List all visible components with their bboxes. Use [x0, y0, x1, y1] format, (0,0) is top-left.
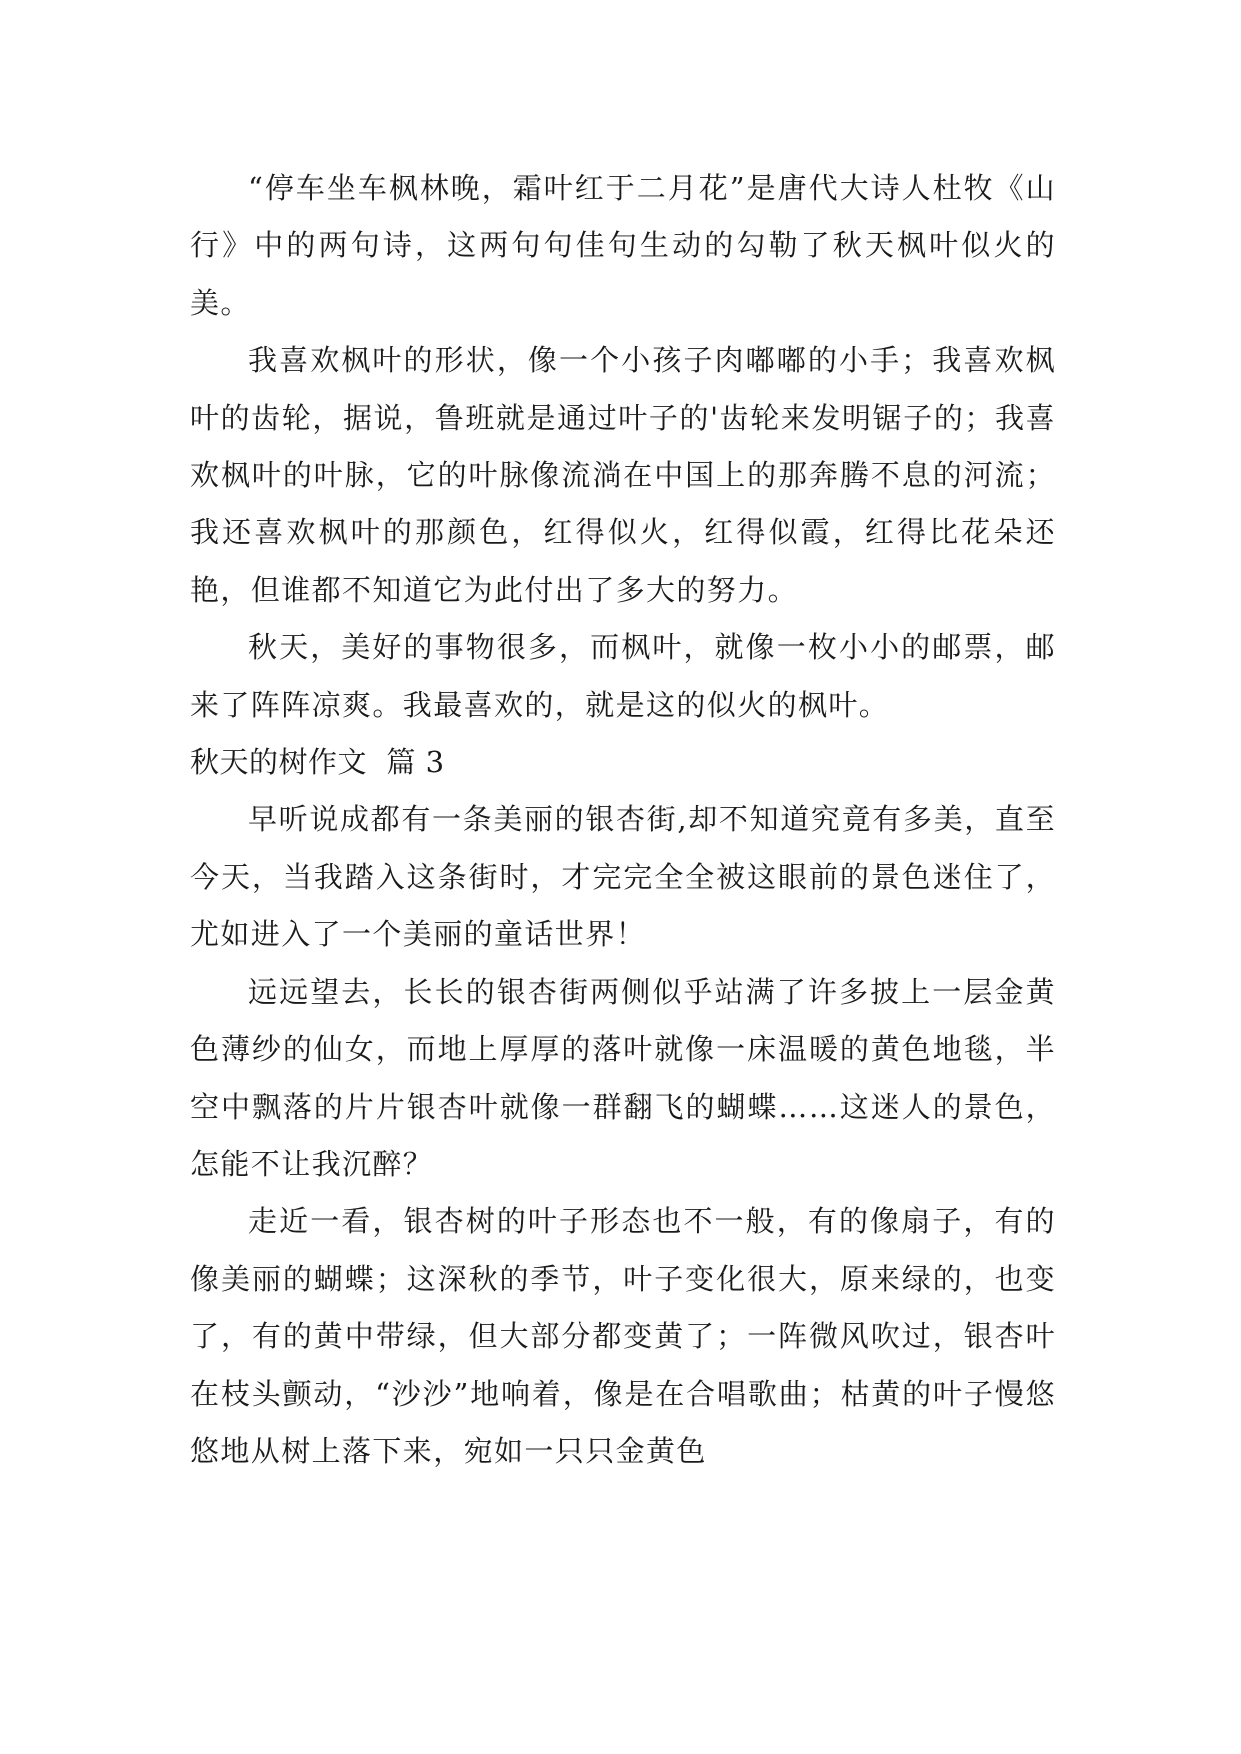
paragraph: 秋天，美好的事物很多，而枫叶，就像一枚小小的邮票，邮来了阵阵凉爽。我最喜欢的，就是这的似火的枫叶。 [190, 630, 1056, 722]
section-heading: 秋天的树作文 篇 3 [190, 745, 445, 780]
paragraph: 走近一看，银杏树的叶子形态也不一般，有的像扇子，有的像美丽的蝴蝶；这深秋的季节，叶子变化很大，原来绿的，也变了，有的黄中带绿，但大部分都变黄了；一阵微风吹过，银杏叶在枝头颤动，“沙沙”地响着，像是在合唱歌曲；枯黄的叶子慢悠悠地从树上落下来，宛如一只只金黄色 [190, 1204, 1056, 1468]
paragraph: 我喜欢枫叶的形状，像一个小孩子肉嘟嘟的小手；我喜欢枫叶的齿轮，据说，鲁班就是通过叶子的'齿轮来发明锯子的；我喜欢枫叶的叶脉，它的叶脉像流淌在中国上的那奔腾不息的河流；我还喜欢枫叶的那颜色，红得似火，红得似霞，红得比花朵还艳，但谁都不知道它为此付出了多大的努力。 [190, 343, 1056, 607]
document-body [190, 160, 1056, 1480]
paragraph: 早听说成都有一条美丽的银杏街,却不知道究竟有多美，直至今天，当我踏入这条街时，才完完全全被这眼前的景色迷住了，尤如进入了一个美丽的童话世界！ [190, 802, 1056, 952]
paragraph: 远远望去，长长的银杏街两侧似乎站满了许多披上一层金黄色薄纱的仙女，而地上厚厚的落叶就像一床温暖的黄色地毯，半空中飘落的片片银杏叶就像一群翻飞的蝴蝶……这迷人的景色，怎能不让我沉醉？ [190, 974, 1056, 1181]
paragraph: “停车坐车枫林晚，霜叶红于二月花”是唐代大诗人杜牧《山行》中的两句诗，这两句句佳句生动的勾勒了秋天枫叶似火的美。 [190, 171, 1056, 320]
